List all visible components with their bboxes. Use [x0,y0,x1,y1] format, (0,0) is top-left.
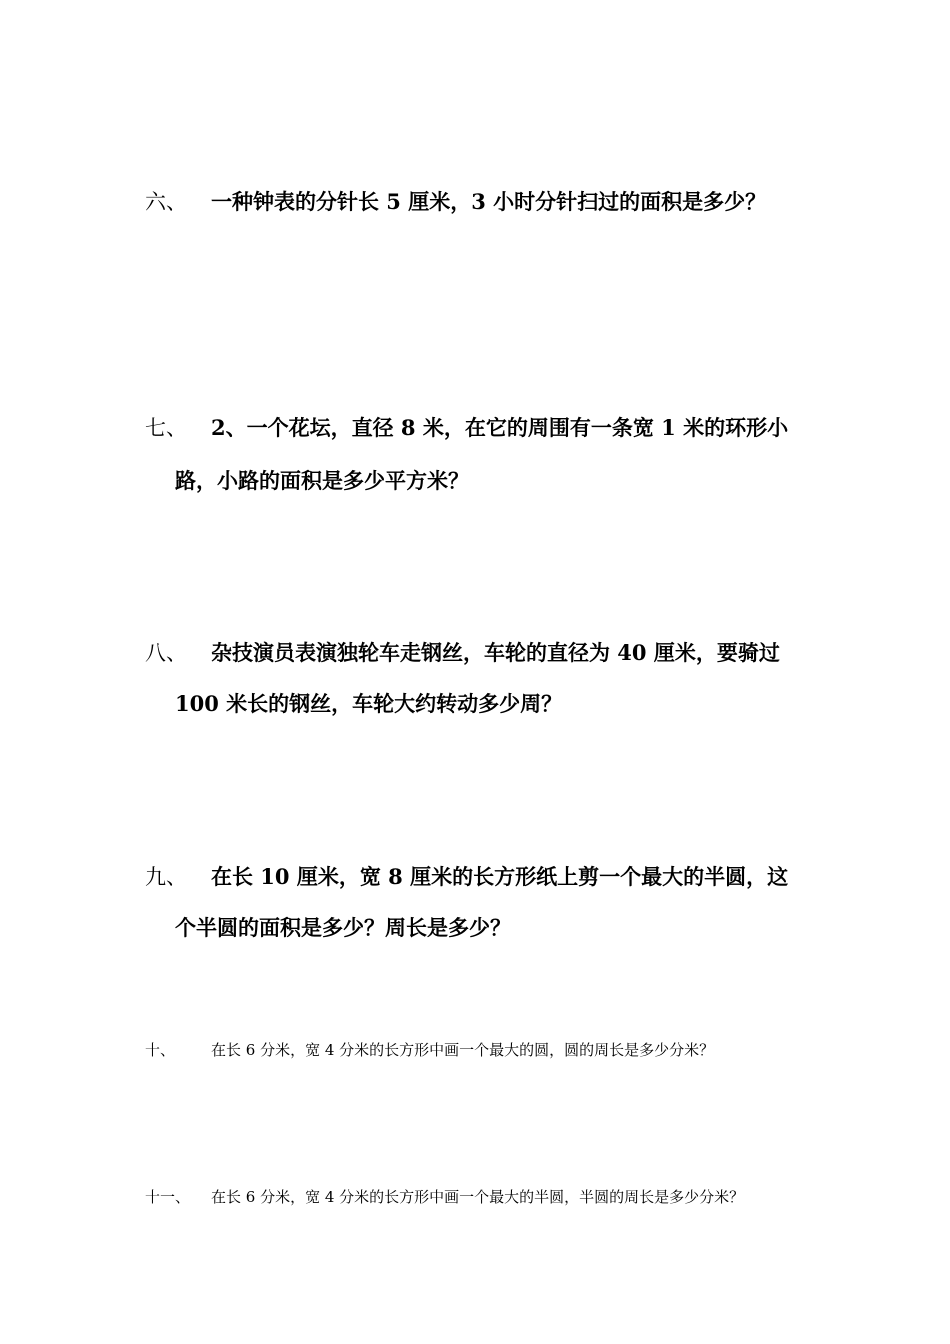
question-text-line-1: 在长 6 分米，宽 4 分米的长方形中画一个最大的半圆，半圆的周长是多少分米？ [211,1188,745,1206]
question-text-line-1: 一种钟表的分针长 5 厘米，3 小时分针扫过的面积是多少？ [211,189,767,214]
question-number: 十一、 [145,1188,191,1206]
question-text-line-1: 2、一个花坛，直径 8 米，在它的周围有一条宽 1 米的环形小 [211,415,789,440]
question-text-line-2: 100 米长的钢丝，车轮大约转动多少周？ [175,691,563,716]
question-number: 九、 [145,865,187,889]
question-text-line-2: 路，小路的面积是多少平方米？ [175,468,469,493]
question-number: 十、 [145,1041,176,1059]
question-number: 六、 [145,190,187,214]
question-number: 七、 [145,416,187,440]
question-text-line-2: 个半圆的面积是多少？周长是多少？ [175,915,511,940]
question-number: 八、 [145,641,187,665]
question-text-line-1: 在长 6 分米，宽 4 分米的长方形中画一个最大的圆，圆的周长是多少分米？ [211,1041,715,1059]
question-text-line-1: 杂技演员表演独轮车走钢丝，车轮的直径为 40 厘米，要骑过 [211,640,780,665]
question-text-line-1: 在长 10 厘米，宽 8 厘米的长方形纸上剪一个最大的半圆，这 [211,864,789,889]
